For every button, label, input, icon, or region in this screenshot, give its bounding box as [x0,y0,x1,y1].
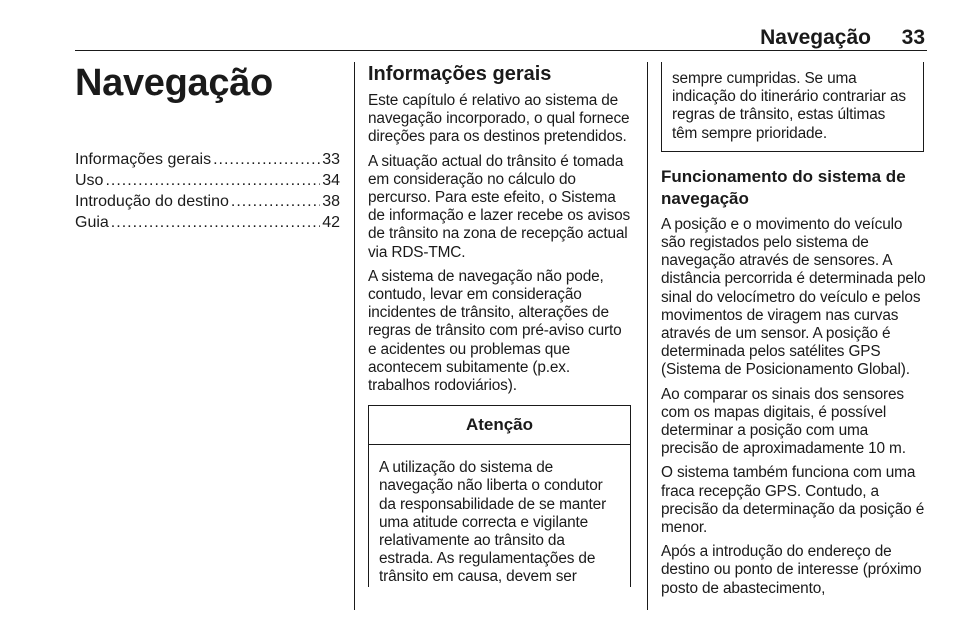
toc-label: Uso [75,172,104,189]
functioning-paragraph-1: A posição e o movimento do veículo são registados pelo sistema de navegação através de sensores. A distância percorrida é determinada pelo sinal do velocímetro do veículo e pelos movimentos de viragem nas curvas através de um sensor. A posição é determinada pelos satélites GPS (Sistema de Posicionamento Global). [661,215,926,379]
warning-notice-continued-text: sempre cumpridas. Se uma indicação do itinerário contrariar as regras de trânsito, estas últimas têm sempre prioridade. [672,70,906,142]
section-heading-general: Informações gerais [368,63,552,85]
functioning-paragraph-3: O sistema também funciona com uma fraca recepção GPS. Contudo, a precisão da determinação da posição é menor. [661,464,925,537]
toc-label: Introdução do destino [75,193,229,210]
toc-item-guia[interactable] [75,212,340,233]
column-divider-right [647,62,648,610]
toc-item-informacoes-gerais[interactable] [75,149,340,170]
warning-notice-text: A utilização do sistema de navegação não liberta o condutor da responsabilidade de se manter uma atitude correcta e vigilante relativamente ao trânsito da estrada. As regulamentações de trânsito em causa, devem ser [379,459,607,586]
toc-page-number: 38 [322,193,340,210]
table-of-contents [75,149,340,233]
chapter-column [75,62,340,233]
toc-page-number: 34 [322,172,340,189]
functioning-paragraph-4: Após a introdução do endereço de destino ou ponto de interesse (próximo posto de abastecimento, [661,543,922,597]
toc-page-number: 42 [322,214,340,231]
general-info-column [368,62,633,587]
page-number: 33 [901,26,925,49]
warning-notice-body [369,445,630,586]
warning-notice-title: Atenção [369,406,630,445]
toc-leader-dots [213,149,320,170]
functioning-paragraph-2: Ao comparar os sinais dos sensores com os mapas digitais, é possível determinar a posição com uma precisão de aproximadamente 10 m. [661,385,906,458]
header-title: Navegação [760,26,871,49]
warning-notice-continued [661,62,924,152]
functioning-column [661,62,927,604]
toc-item-introducao-do-destino[interactable] [75,191,340,212]
page-header [75,22,927,51]
section-heading-functioning: Funcionamento do sistema de navegação [661,166,906,208]
column-divider-left [354,62,355,610]
toc-leader-dots [111,212,320,233]
general-paragraph-3: A sistema de navegação não pode, contudo, levar em consideração incidentes de trânsito, alterações de regras de trânsito com pré-aviso curto e acidentes ou problemas que acontecem subitamente (p.ex. trabalhos rodoviários). [368,267,622,395]
general-paragraph-1: Este capítulo é relativo ao sistema de navegação incorporado, o qual fornece direções para os destinos pretendidos. [368,92,630,146]
chapter-title: Navegação [75,62,273,104]
toc-item-uso[interactable] [75,170,340,191]
toc-leader-dots [231,191,320,212]
toc-label: Guia [75,214,109,231]
toc-label: Informações gerais [75,151,212,168]
toc-leader-dots [105,170,320,191]
general-paragraph-2: A situação actual do trânsito é tomada em consideração no cálculo do percurso. Para este efeito, o Sistema de informação e lazer recebe os avisos de trânsito na zona de recepção actual via RDS-TMC. [368,152,631,261]
warning-notice-box [368,405,631,586]
toc-page-number: 33 [322,151,340,168]
